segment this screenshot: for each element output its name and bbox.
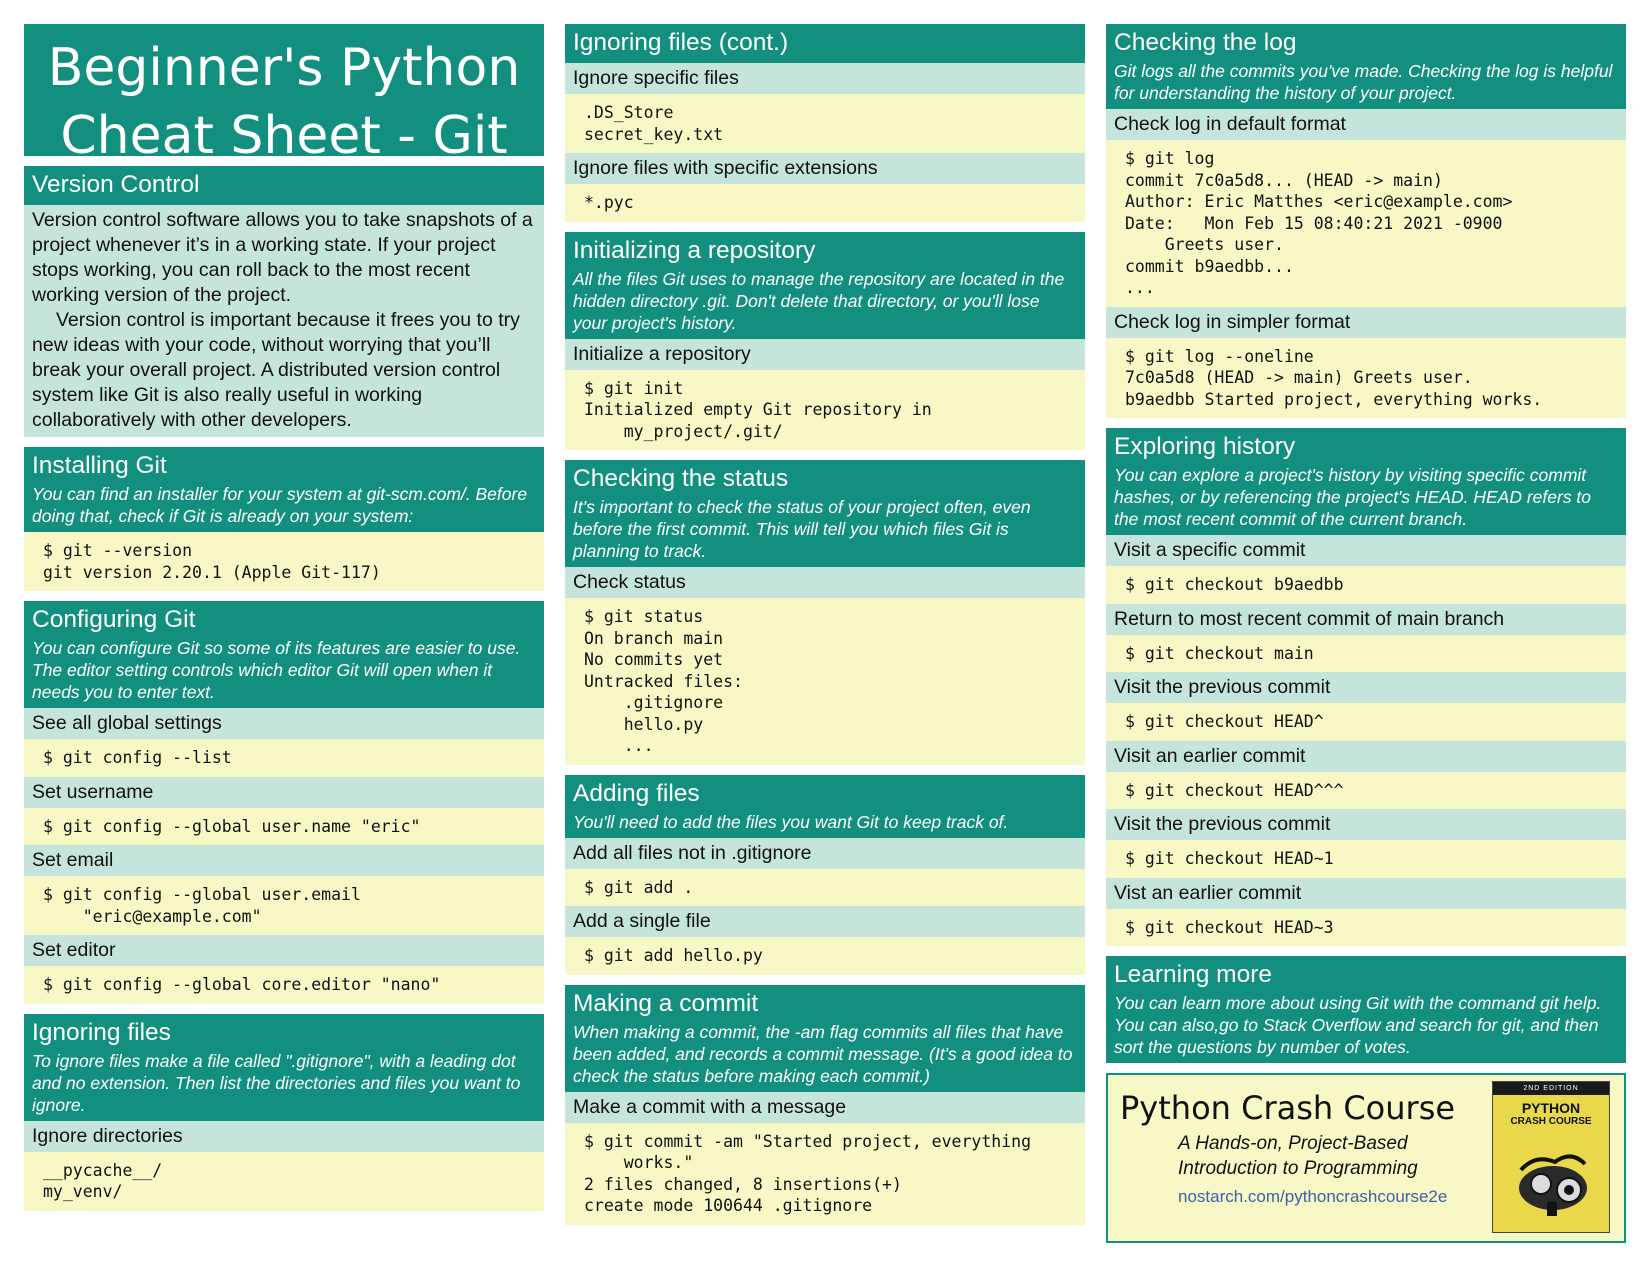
section-description: You can configure Git so some of its features are easier to use. The editor setting controls which editor Git will open when it needs you to enter text. <box>32 638 521 702</box>
section-description: Git logs all the commits you've made. Checking the log is helpful for understanding the history of your project. <box>1114 61 1613 103</box>
code-block: $ git config --global core.editor "nano" <box>24 966 544 1004</box>
code-block: __pycache__/ my_venv/ <box>24 1152 544 1211</box>
section-description: When making a commit, the -am flag commits all files that have been added, and records a commit message. (It's a good idea to check the status before making each commit.) <box>573 1021 1073 1086</box>
subheading: Visit the previous commit <box>1106 809 1626 840</box>
code-block: $ git --version git version 2.20.1 (Apple Git-117) <box>24 532 544 591</box>
section-heading: Configuring Git <box>32 606 196 633</box>
version-control-section <box>24 166 544 437</box>
subheading: Ignore files with specific extensions <box>565 153 1085 184</box>
exploring-history-section <box>1106 428 1626 946</box>
paragraph: Version control is important because it frees you to try new ideas with your code, without worrying that you’ll break your overall project. A distributed version control system like Git is also really useful in working collaboratively with other developers. <box>32 309 520 431</box>
code-block: $ git checkout HEAD~3 <box>1106 909 1626 947</box>
section-heading: Version Control <box>32 171 200 198</box>
book-subtitle <box>1178 1131 1418 1181</box>
section-header <box>24 601 544 708</box>
book-cover-title: PYTHON <box>1521 1100 1581 1116</box>
book-promo <box>1106 1073 1626 1243</box>
section-heading: Making a commit <box>573 989 759 1017</box>
section-header <box>24 1014 544 1121</box>
code-block: $ git config --global user.name "eric" <box>24 808 544 846</box>
code-block: $ git commit -am "Started project, everything works." 2 files changed, 8 insertions(+) create mode 100644 .gitignore <box>565 1123 1085 1225</box>
book-url-link[interactable]: nostarch.com/pythoncrashcourse2e <box>1178 1187 1448 1206</box>
book-cover-edition: 2ND EDITION <box>1493 1082 1609 1095</box>
section-description: You can find an installer for your system at git-scm.com/. Before doing that, check if Git is already on your system: <box>32 484 528 526</box>
section-heading: Initializing a repository <box>573 236 816 264</box>
section-description: To ignore files make a file called ".gitignore", with a leading dot and no extension. Then list the directories and files you want to ignore. <box>32 1050 521 1115</box>
code-block: $ git checkout HEAD^ <box>1106 703 1626 741</box>
checking-status-section <box>565 460 1085 765</box>
checking-log-section <box>1106 24 1626 418</box>
book-subtitle-line-1: A Hands-on, Project-Based <box>1178 1133 1408 1154</box>
code-block: $ git status On branch main No commits yet Untracked files: .gitignore hello.py ... <box>565 598 1085 765</box>
section-header <box>565 985 1085 1092</box>
subheading: Check log in simpler format <box>1106 307 1626 338</box>
ignoring-files-section <box>24 1014 544 1211</box>
section-header <box>1106 956 1626 1063</box>
subheading: Ignore directories <box>24 1121 544 1152</box>
making-commit-section <box>565 985 1085 1225</box>
column-1 <box>24 24 544 1221</box>
robot-illustration-icon <box>1511 1140 1595 1220</box>
adding-files-section <box>565 775 1085 975</box>
section-description: You can explore a project's history by visiting specific commit hashes, or by referencing the project's HEAD. HEAD refers to the most recent commit of the current branch. <box>1114 465 1592 529</box>
code-block: $ git checkout HEAD~1 <box>1106 840 1626 878</box>
book-subtitle-line-2: Introduction to Programming <box>1178 1158 1418 1179</box>
installing-git-section <box>24 447 544 591</box>
section-header <box>565 232 1085 339</box>
subheading: Make a commit with a message <box>565 1092 1085 1123</box>
section-description: You can learn more about using Git with the command git help. You can also,go to Stack Overflow and search for git, and then sort the questions by number of votes. <box>1114 993 1602 1057</box>
section-heading: Exploring history <box>1114 433 1296 460</box>
book-title: Python Crash Course <box>1120 1089 1456 1127</box>
code-block: $ git log commit 7c0a5d8... (HEAD -> main) Author: Eric Matthes <eric@example.com> Date: Mon Feb 15 08:40:21 2021 -0900 Greets user. commit b9aedbb... ... <box>1106 140 1626 307</box>
section-header <box>24 447 544 532</box>
code-block: $ git add hello.py <box>565 937 1085 975</box>
ignoring-files-cont-section <box>565 24 1085 222</box>
section-header <box>1106 24 1626 109</box>
code-block: $ git checkout main <box>1106 635 1626 673</box>
book-cover-subtitle: CRASH COURSE <box>1510 1116 1592 1127</box>
subheading: See all global settings <box>24 708 544 739</box>
configuring-git-section <box>24 601 544 1004</box>
code-block: *.pyc <box>565 184 1085 222</box>
section-header <box>565 775 1085 838</box>
code-block: $ git config --list <box>24 739 544 777</box>
column-2 <box>565 24 1085 1235</box>
column-3 <box>1106 24 1626 1243</box>
subheading: Initialize a repository <box>565 339 1085 370</box>
book-cover-image <box>1492 1081 1610 1233</box>
subheading: Visit a specific commit <box>1106 535 1626 566</box>
section-heading: Checking the status <box>573 465 789 492</box>
section-header <box>565 460 1085 567</box>
section-description: It's important to check the status of your project often, even before the first commit. This will tell you which files Git is planning to track. <box>573 497 1031 561</box>
subheading: Set username <box>24 777 544 808</box>
page-title <box>24 24 544 166</box>
code-block: $ git log --oneline 7c0a5d8 (HEAD -> main) Greets user. b9aedbb Started project, everything works. <box>1106 338 1626 419</box>
section-heading: Adding files <box>573 779 700 807</box>
subheading: Visit the previous commit <box>1106 672 1626 703</box>
page-title-line-1: Beginner's Python <box>47 38 521 98</box>
section-heading: Installing Git <box>32 452 167 479</box>
learning-more-section <box>1106 956 1626 1063</box>
subheading: Check status <box>565 567 1085 598</box>
section-description: You'll need to add the files you want Git to keep track of. <box>573 811 1009 832</box>
code-block: $ git config --global user.email "eric@example.com" <box>24 876 544 935</box>
subheading: Return to most recent commit of main branch <box>1106 604 1626 635</box>
code-block: $ git init Initialized empty Git repository in my_project/.git/ <box>565 370 1085 451</box>
subheading: Visit an earlier commit <box>1106 741 1626 772</box>
section-heading: Ignoring files (cont.) <box>573 29 789 56</box>
section-heading: Ignoring files <box>32 1018 171 1046</box>
section-heading: Learning more <box>1114 961 1272 988</box>
section-header <box>24 166 544 205</box>
subheading: Vist an earlier commit <box>1106 878 1626 909</box>
paragraph: Version control software allows you to take snapshots of a project whenever it’s in a working state. If your project stops working, you can roll back to the most recent working version of the project. <box>32 209 533 306</box>
section-header <box>565 24 1085 63</box>
subheading: Add all files not in .gitignore <box>565 838 1085 869</box>
section-header <box>1106 428 1626 535</box>
initializing-section <box>565 232 1085 451</box>
subheading: Ignore specific files <box>565 63 1085 94</box>
page-title-line-2: Cheat Sheet - Git <box>60 106 508 166</box>
code-block: $ git checkout HEAD^^^ <box>1106 772 1626 810</box>
subheading: Set email <box>24 845 544 876</box>
section-heading: Checking the log <box>1114 29 1297 56</box>
subheading: Set editor <box>24 935 544 966</box>
section-description: All the files Git uses to manage the repository are located in the hidden directory .git. Don't delete that directory, or you'll lose your project's history. <box>573 268 1065 333</box>
subheading: Check log in default format <box>1106 109 1626 140</box>
code-block: $ git checkout b9aedbb <box>1106 566 1626 604</box>
code-block: $ git add . <box>565 869 1085 907</box>
subheading: Add a single file <box>565 906 1085 937</box>
code-block: .DS_Store secret_key.txt <box>565 94 1085 153</box>
section-body <box>24 205 544 437</box>
